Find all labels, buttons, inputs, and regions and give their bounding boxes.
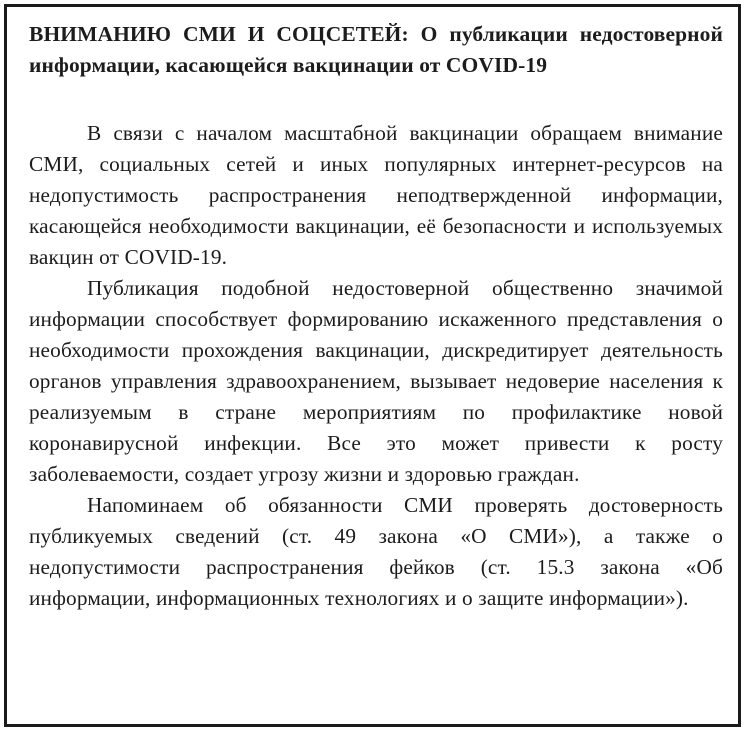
paragraph-consequences: Публикация подобной недостоверной общественно значимой информации способствует формированию искаженного представления о необходимости прохождения вакцинации, дискредитирует деятельность органов управления здравоохранением, вызывает недоверие населения к реализуемым в стране мероприятиям по профилактике новой коронавирусной инфекции. Все это может привести к росту заболеваемости, создает угрозу жизни и здоровью граждан. [29, 276, 723, 486]
document-body [29, 19, 723, 614]
paragraph-legal-reminder: Напоминаем об обязанности СМИ проверять достоверность публикуемых сведений (ст. 49 закона «О СМИ»), а также о недопустимости распространения фейков (ст. 15.3 закона «Об информации, информационных технологиях и о защите информации»). [29, 493, 723, 610]
document-title: ВНИМАНИЮ СМИ И СОЦСЕТЕЙ: О публикации недостоверной информации, касающейся вакцинации от COVID-19 [29, 22, 723, 77]
document-frame [4, 4, 741, 727]
paragraph-vaccination-notice: В связи с началом масштабной вакцинации обращаем внимание СМИ, социальных сетей и иных популярных интернет-ресурсов на недопустимость распространения неподтвержденной информации, касающейся необходимости вакцинации, её безопасности и используемых вакцин от COVID-19. [29, 121, 723, 269]
